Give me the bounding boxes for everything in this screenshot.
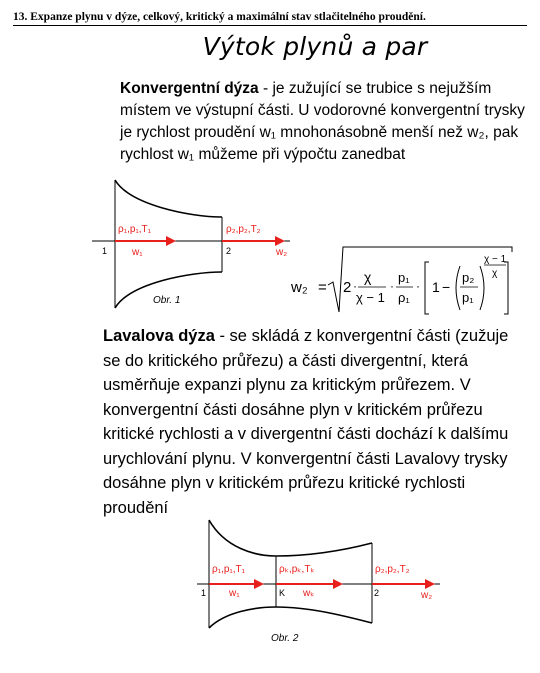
- nozzle-1-upper-wall: [115, 180, 222, 217]
- formula-lhs: w₂: [291, 279, 308, 296]
- formula-right-paren: [480, 266, 484, 310]
- convergent-nozzle-term: Konvergentní dýza: [120, 80, 259, 97]
- formula-left-paren: [456, 266, 460, 310]
- formula-exponent-numerator: χ − 1: [484, 254, 507, 265]
- section-header: 13. Expanze plynu v dýze, celkový, kritický a maximální stav stlačitelného proudění.: [13, 11, 527, 26]
- fig2-state1-label: ρ₁,p₁,T₁: [212, 564, 246, 575]
- formula-p1: p₁: [398, 270, 410, 285]
- laval-nozzle-term: Lavalova dýza: [103, 327, 215, 345]
- w1-arrowhead: [166, 236, 176, 246]
- fig2-station2-label: 2: [374, 588, 380, 598]
- fig1-state2-label: ρ₂,p₂,T₂: [226, 224, 261, 235]
- fig2-w1-label: w₁: [229, 588, 240, 599]
- convergent-nozzle-paragraph: [120, 78, 530, 166]
- fig2-stationk-label: K: [279, 588, 286, 598]
- page-title: Výtok plynů a par: [202, 32, 428, 61]
- formula-kappa: χ: [364, 269, 372, 285]
- fig2-wk-arrowhead: [333, 579, 343, 589]
- laval-nozzle-text: - se skládá z konvergentní části (zužuje se do kritického průřezu) a části divergentní, která usměrňuje expanzi plynu za kritickým průřezem. V konvergentní části dosáhne plyn v kritickém průřezu kritické rychlosti a v divergentní části dochází k dalšímu urychlování plynu. V konvergentní části Lavalovy trysky dosáhne plyn v kritickém průřezu kritické rychlosti proudění: [103, 327, 509, 517]
- formula-right-bracket: [504, 262, 508, 314]
- formula-minus: −: [442, 279, 451, 295]
- formula-equals: =: [318, 279, 327, 296]
- formula-coefficient: 2: [343, 279, 352, 296]
- fig2-wk-label: wₖ: [303, 588, 315, 599]
- formula-dot-3: ·: [416, 279, 420, 293]
- nozzle-1-lower-wall: [115, 272, 222, 308]
- formula-dot-2: ·: [390, 279, 394, 293]
- fig2-statek-label: ρₖ,pₖ,Tₖ: [279, 564, 315, 575]
- formula-exponent-denominator: χ: [492, 268, 498, 279]
- convergent-nozzle-text: - je zužující se trubice s nejužším místem ve výstupní části. U vodorovné konvergentní trysky je rychlost proudění w₁ mnohonásobně menší než w₂, pak rychlost w₁ můžeme při výpočtu zanedbat: [120, 80, 525, 163]
- nozzle-2-upper-wall: [209, 520, 372, 556]
- formula-kappa-minus-one: χ − 1: [356, 290, 385, 305]
- fig1-state1-label: ρ₁,p₁,T₁: [118, 224, 152, 235]
- fig1-caption: Obr. 1: [153, 295, 181, 306]
- fig2-w2-label: w₂: [421, 590, 433, 601]
- formula-one: 1: [432, 279, 440, 295]
- fig2-w1-arrowhead: [254, 579, 264, 589]
- fig2-state2-label: ρ₂,p₂,T₂: [375, 564, 410, 575]
- formula-p1-denominator: p₁: [462, 290, 474, 305]
- fig2-caption: Obr. 2: [271, 633, 299, 644]
- fig1-station2-label: 2: [226, 246, 232, 256]
- formula-radical: [328, 247, 512, 312]
- fig1-station1-label: 1: [102, 246, 108, 256]
- w2-arrowhead: [275, 236, 285, 246]
- formula-p2: p₂: [462, 270, 475, 285]
- formula-left-bracket: [425, 262, 429, 314]
- fig1-w2-label: w₂: [276, 247, 288, 258]
- formula-dot-1: ·: [353, 279, 357, 293]
- fig2-station1-label: 1: [201, 588, 207, 598]
- fig1-w1-label: w₁: [132, 247, 143, 258]
- laval-nozzle-paragraph: [103, 324, 528, 520]
- formula-rho1: ρ₁: [398, 290, 410, 305]
- nozzle-2-lower-wall: [209, 607, 372, 628]
- fig2-w2-arrowhead: [425, 579, 435, 589]
